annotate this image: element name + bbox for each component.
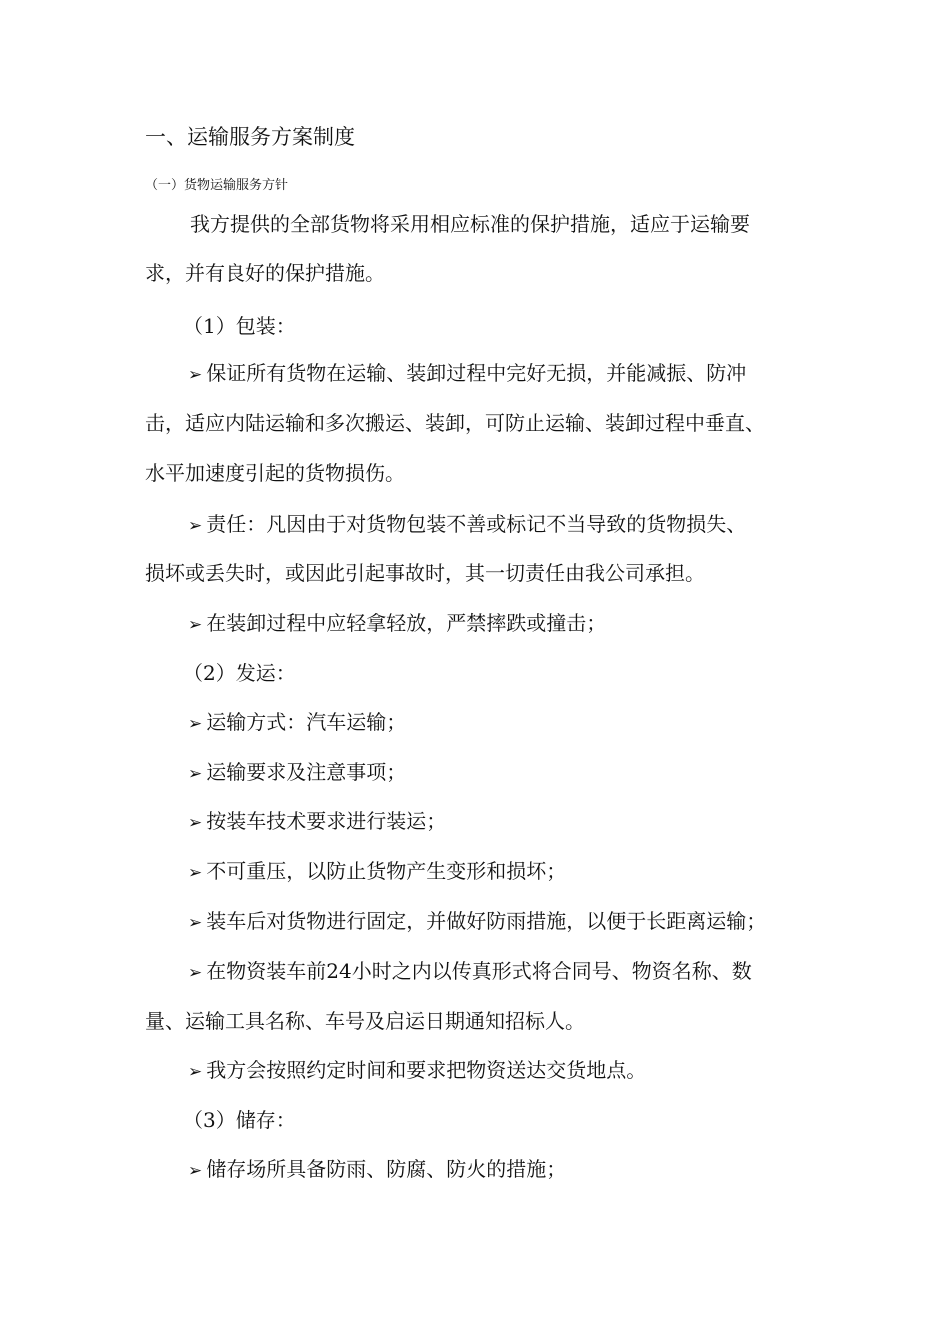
bullet-item <box>188 858 566 886</box>
bullet-arrow-icon: ➢ <box>188 1062 203 1082</box>
bullet-text: 按装车技术要求进行装运； <box>206 809 447 833</box>
bullet-arrow-icon: ➢ <box>188 863 203 883</box>
bullet-item <box>188 511 746 539</box>
bullet-item <box>188 610 606 638</box>
bullet-text: 我方会按照约定时间和要求把物资送达交货地点。 <box>206 1058 647 1082</box>
bullet-item <box>188 958 752 986</box>
bullet-arrow-icon: ➢ <box>188 764 203 784</box>
bullet-text: 装车后对货物进行固定，并做好防雨措施，以便于长距离运输； <box>206 909 767 933</box>
bullet-arrow-icon: ➢ <box>188 1161 203 1181</box>
bullet-item <box>188 808 446 836</box>
bullet-arrow-icon: ➢ <box>188 813 203 833</box>
bullet-item <box>188 908 766 936</box>
bullet-arrow-icon: ➢ <box>188 365 203 385</box>
bullet-text: 在物资装车前24小时之内以传真形式将合同号、物资名称、数 <box>206 959 752 983</box>
bullet-item <box>188 709 406 737</box>
bullet-item <box>188 360 746 388</box>
bullet-arrow-icon: ➢ <box>188 516 203 536</box>
bullet-arrow-icon: ➢ <box>188 714 203 734</box>
bullet-text: 运输要求及注意事项； <box>206 760 407 784</box>
bullet-arrow-icon: ➢ <box>188 963 203 983</box>
paragraph-line: 我方提供的全部货物将采用相应标准的保护措施，适应于运输要 <box>190 212 750 236</box>
item-heading-packaging: （1）包装： <box>183 314 296 338</box>
subsection-heading: （一）货物运输服务方针 <box>145 178 289 193</box>
bullet-text: 储存场所具备防雨、防腐、防火的措施； <box>206 1157 567 1181</box>
item-heading-shipping: （2）发运： <box>183 661 296 685</box>
paragraph-line: 水平加速度引起的货物损伤。 <box>145 461 405 485</box>
bullet-item <box>188 1156 566 1184</box>
item-heading-storage: （3）储存： <box>183 1108 296 1132</box>
section-heading: 一、运输服务方案制度 <box>145 125 355 149</box>
bullet-text: 保证所有货物在运输、装卸过程中完好无损，并能减振、防冲 <box>206 361 747 385</box>
bullet-arrow-icon: ➢ <box>188 913 203 933</box>
bullet-arrow-icon: ➢ <box>188 615 203 635</box>
paragraph-line: 求，并有良好的保护措施。 <box>145 261 385 285</box>
bullet-text: 责任：凡因由于对货物包装不善或标记不当导致的货物损失、 <box>206 512 747 536</box>
bullet-text: 运输方式：汽车运输； <box>206 710 407 734</box>
bullet-item <box>188 759 406 787</box>
paragraph-line: 量、运输工具名称、车号及启运日期通知招标人。 <box>145 1009 585 1033</box>
bullet-item <box>188 1057 646 1085</box>
bullet-text: 不可重压，以防止货物产生变形和损坏； <box>206 859 567 883</box>
paragraph-line: 击，适应内陆运输和多次搬运、装卸，可防止运输、装卸过程中垂直、 <box>145 411 765 435</box>
bullet-text: 在装卸过程中应轻拿轻放，严禁摔跌或撞击； <box>206 611 607 635</box>
paragraph-line: 损坏或丢失时，或因此引起事故时，其一切责任由我公司承担。 <box>145 561 705 585</box>
